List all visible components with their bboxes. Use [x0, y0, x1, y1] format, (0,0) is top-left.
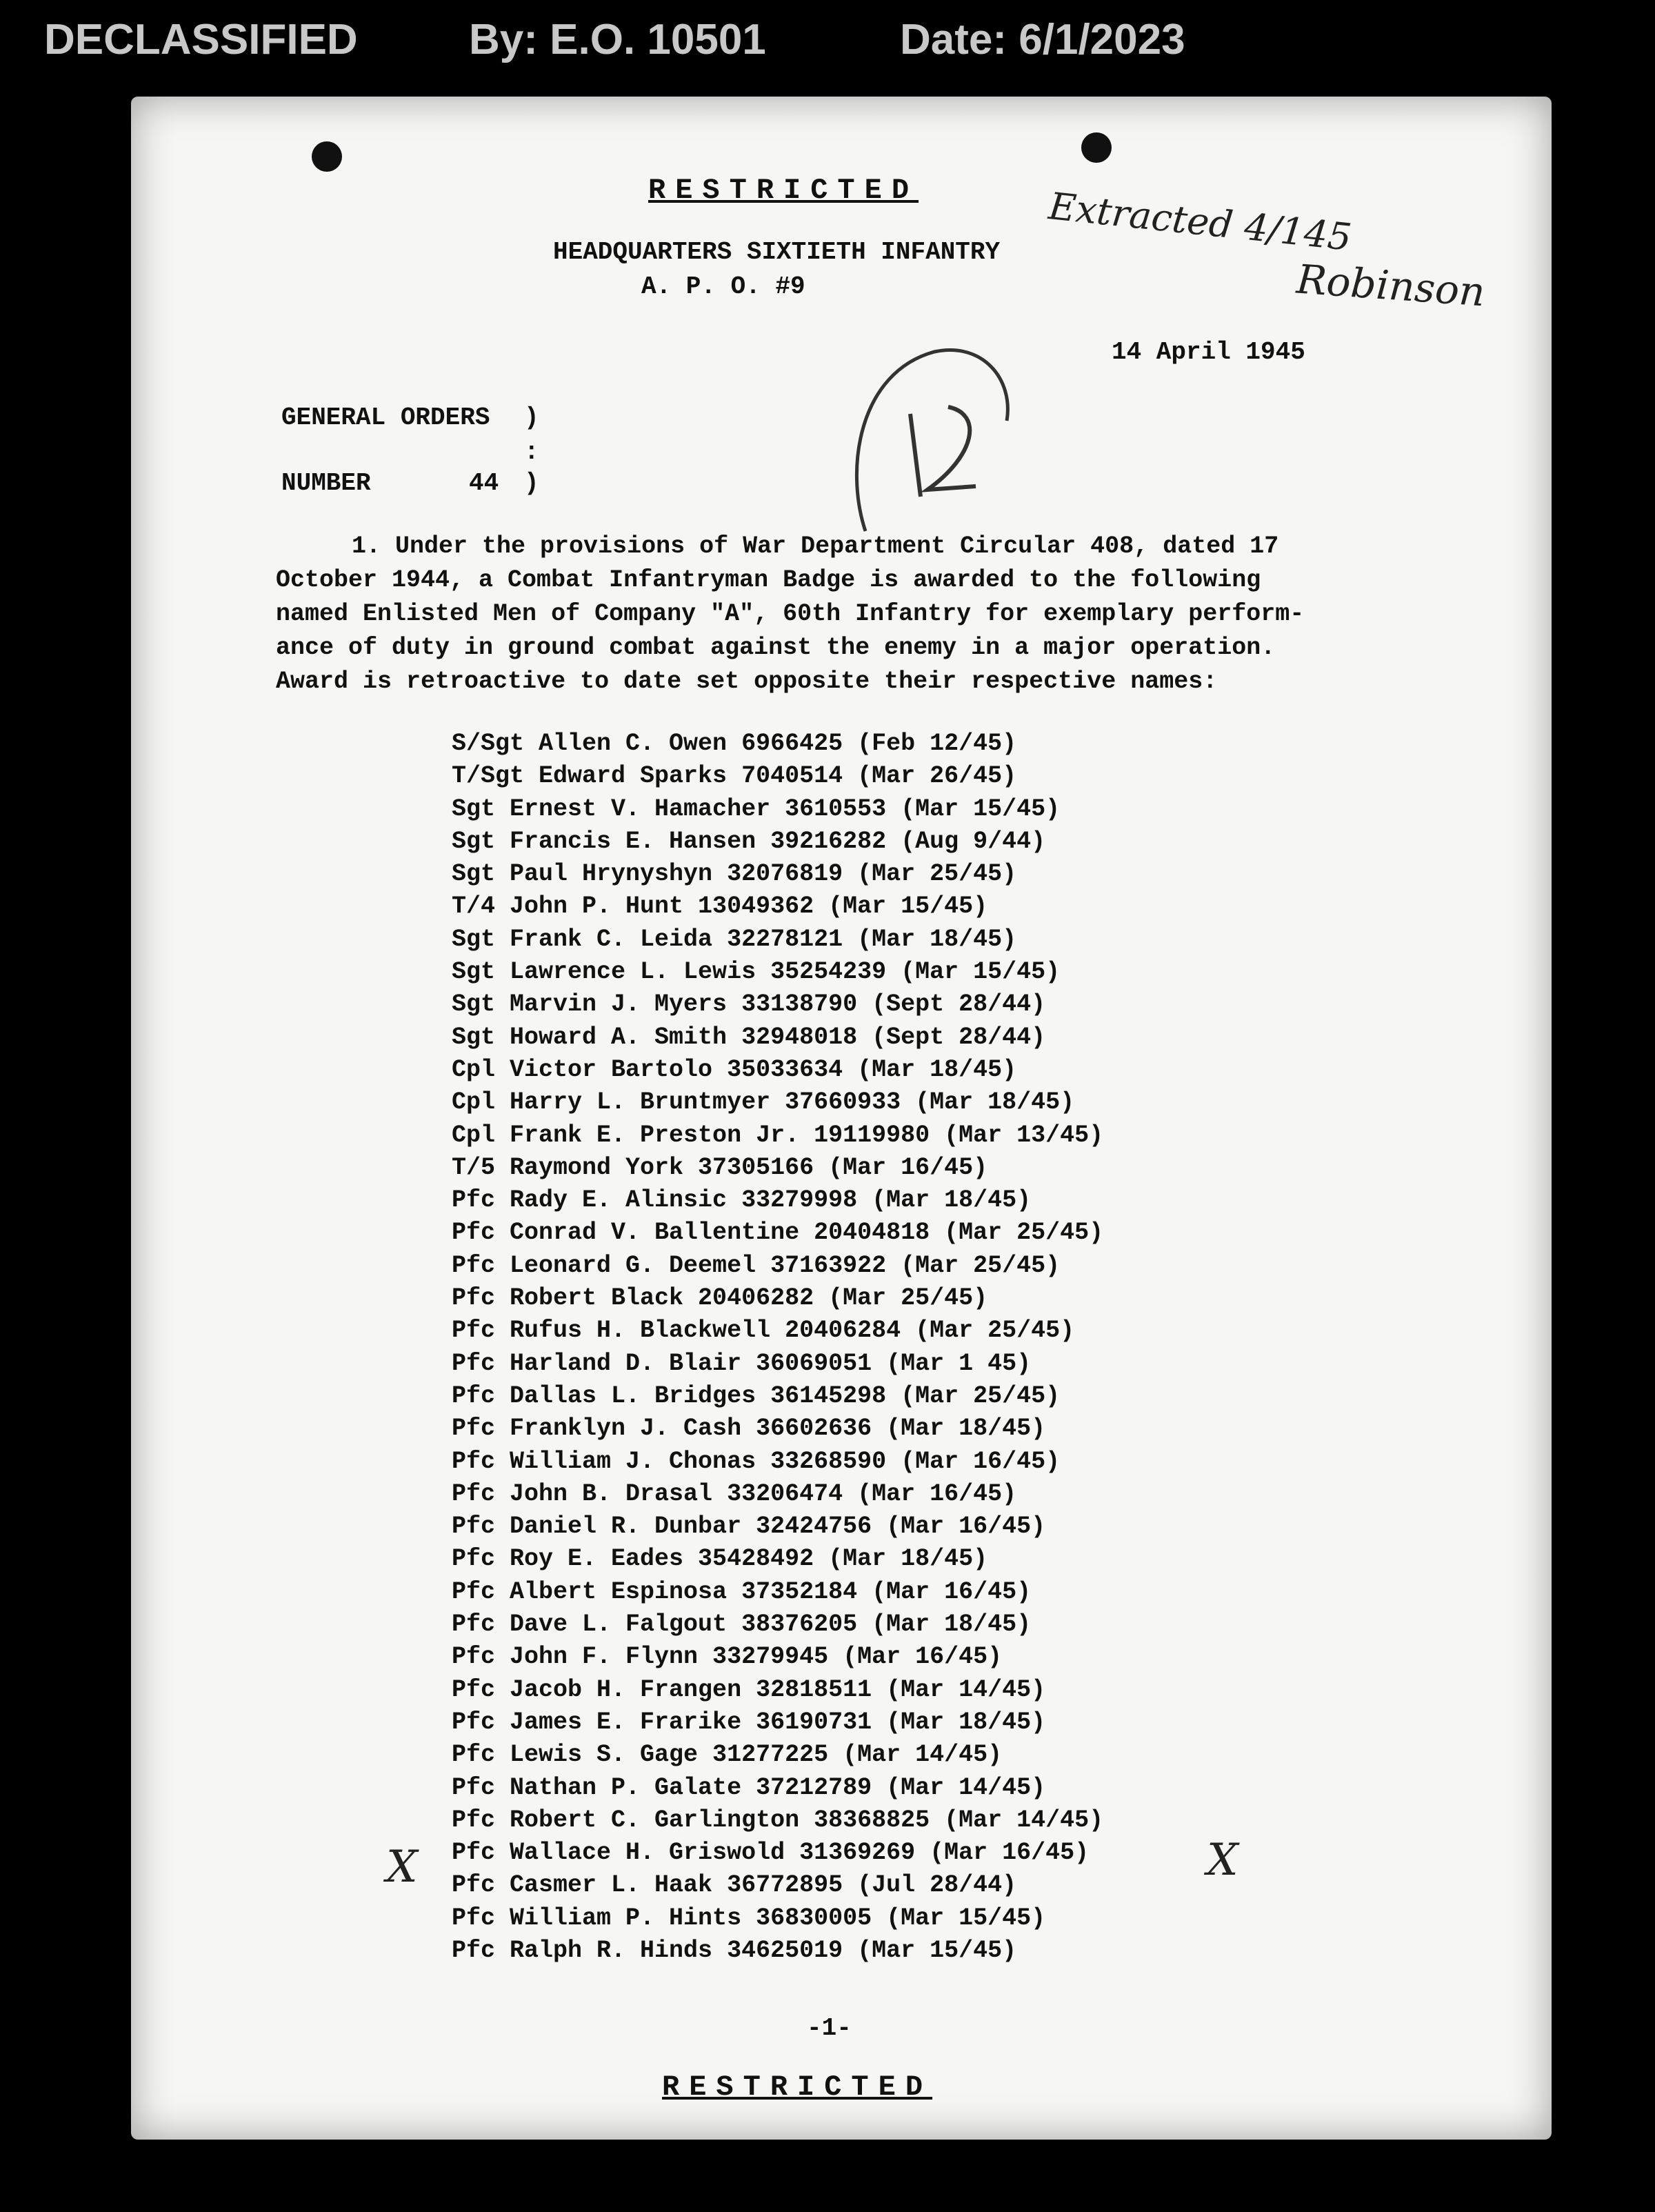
- roster-entry: S/Sgt Allen C. Owen 6966425 (Feb 12/45): [452, 730, 1017, 757]
- roster-entry: Pfc William P. Hints 36830005 (Mar 15/45): [452, 1904, 1046, 1932]
- punch-hole: [312, 141, 342, 172]
- roster-entry: Sgt Marvin J. Myers 33138790 (Sept 28/44): [452, 990, 1046, 1019]
- roster-entry: Pfc Ralph R. Hinds 34625019 (Mar 15/45): [452, 1936, 1017, 1964]
- punch-hole: [1081, 132, 1112, 163]
- margin-mark-right: X: [1207, 1835, 1238, 1886]
- roster-entry: Pfc Robert C. Garlington 38368825 (Mar 14/45): [452, 1806, 1104, 1834]
- roster-entry: T/Sgt Edward Sparks 7040514 (Mar 26/45): [452, 762, 1017, 790]
- declassified-label: DECLASSIFIED: [44, 16, 358, 63]
- headquarters-line: HEADQUARTERS SIXTIETH INFANTRY: [553, 238, 1001, 266]
- roster-entry: Pfc Nathan P. Galate 37212789 (Mar 14/45): [452, 1773, 1046, 1802]
- bracket: :: [524, 438, 539, 466]
- roster-entry: T/4 John P. Hunt 13049362 (Mar 15/45): [452, 893, 988, 921]
- roster-entry: Pfc Dallas L. Bridges 36145298 (Mar 25/45): [452, 1382, 1061, 1410]
- pencil-circle-mark: [845, 331, 1024, 538]
- roster-entry: Pfc John B. Drasal 33206474 (Mar 16/45): [452, 1479, 1017, 1508]
- roster-entry: Sgt Paul Hrynyshyn 32076819 (Mar 25/45): [452, 860, 1017, 888]
- roster-entry: Pfc Conrad V. Ballentine 20404818 (Mar 25/45): [452, 1219, 1104, 1247]
- roster-entry: Pfc Leonard G. Deemel 37163922 (Mar 25/45): [452, 1251, 1061, 1279]
- roster-entry: Pfc Lewis S. Gage 31277225 (Mar 14/45): [452, 1741, 1003, 1769]
- page-number: -1-: [807, 2014, 852, 2042]
- roster-entry: Pfc William J. Chonas 33268590 (Mar 16/45): [452, 1447, 1061, 1475]
- roster-entry: Pfc Roy E. Eades 35428492 (Mar 18/45): [452, 1545, 988, 1573]
- classification-bottom: RESTRICTED: [662, 2071, 933, 2104]
- bracket: ): [524, 469, 539, 497]
- document-page: [131, 97, 1552, 2140]
- paragraph-line: 1. Under the provisions of War Department Circular 408, dated 17: [352, 532, 1279, 560]
- roster-entry: Pfc James E. Frarike 36190731 (Mar 18/45): [452, 1708, 1046, 1736]
- roster-entry: T/5 Raymond York 37305166 (Mar 16/45): [452, 1153, 988, 1182]
- declassified-authority: By: E.O. 10501: [469, 16, 766, 63]
- award-roster: [452, 728, 1103, 1967]
- orders-label: GENERAL ORDERS: [281, 403, 490, 432]
- roster-entry: Pfc Wallace H. Griswold 31369269 (Mar 16/45): [452, 1839, 1090, 1867]
- roster-entry: Sgt Howard A. Smith 32948018 (Sept 28/44): [452, 1023, 1046, 1051]
- bracket: ): [524, 403, 539, 432]
- roster-entry: Pfc Dave L. Falgout 38376205 (Mar 18/45): [452, 1611, 1032, 1639]
- roster-entry: Cpl Victor Bartolo 35033634 (Mar 18/45): [452, 1055, 1017, 1084]
- handwritten-signature: Robinson: [1294, 255, 1487, 316]
- roster-entry: Pfc Harland D. Blair 36069051 (Mar 1 45): [452, 1349, 1032, 1377]
- roster-entry: Sgt Lawrence L. Lewis 35254239 (Mar 15/45): [452, 958, 1061, 986]
- roster-entry: Cpl Frank E. Preston Jr. 19119980 (Mar 13/45): [452, 1121, 1104, 1149]
- roster-entry: Pfc Casmer L. Haak 36772895 (Jul 28/44): [452, 1871, 1017, 1900]
- roster-entry: Cpl Harry L. Bruntmyer 37660933 (Mar 18/45): [452, 1088, 1075, 1117]
- roster-entry: Pfc Rufus H. Blackwell 20406284 (Mar 25/45): [452, 1317, 1075, 1345]
- paragraph-line: named Enlisted Men of Company "A", 60th Infantry for exemplary perform-: [276, 600, 1305, 628]
- roster-entry: Pfc Daniel R. Dunbar 32424756 (Mar 16/45): [452, 1513, 1046, 1541]
- paragraph-line: Award is retroactive to date set opposite their respective names:: [276, 668, 1218, 695]
- paragraph-line: ance of duty in ground combat against the enemy in a major operation.: [276, 634, 1276, 661]
- roster-entry: Pfc Jacob H. Frangen 32818511 (Mar 14/45): [452, 1675, 1046, 1704]
- apo-line: A. P. O. #9: [641, 272, 805, 301]
- handwritten-note: Extracted 4/145: [1046, 184, 1354, 259]
- document-date: 14 April 1945: [1112, 338, 1305, 366]
- roster-entry: Sgt Ernest V. Hamacher 3610553 (Mar 15/45): [452, 795, 1061, 823]
- roster-entry: Pfc Albert Espinosa 37352184 (Mar 16/45): [452, 1577, 1032, 1606]
- roster-entry: Pfc Robert Black 20406282 (Mar 25/45): [452, 1284, 988, 1313]
- roster-entry: Pfc Franklyn J. Cash 36602636 (Mar 18/45): [452, 1415, 1046, 1443]
- number-label: NUMBER: [281, 469, 371, 497]
- declassification-banner: [0, 0, 1655, 79]
- roster-entry: Pfc Rady E. Alinsic 33279998 (Mar 18/45): [452, 1186, 1032, 1215]
- classification-top: RESTRICTED: [648, 174, 919, 207]
- declassified-date: Date: 6/1/2023: [900, 16, 1185, 63]
- margin-mark-left: X: [386, 1842, 418, 1893]
- roster-entry: Sgt Francis E. Hansen 39216282 (Aug 9/44): [452, 827, 1046, 855]
- roster-entry: Pfc John F. Flynn 33279945 (Mar 16/45): [452, 1643, 1003, 1671]
- order-paragraph: [276, 530, 1448, 699]
- paragraph-line: October 1944, a Combat Infantryman Badge is awarded to the following: [276, 566, 1261, 594]
- roster-entry: Sgt Frank C. Leida 32278121 (Mar 18/45): [452, 925, 1017, 953]
- number-value: 44: [469, 469, 499, 497]
